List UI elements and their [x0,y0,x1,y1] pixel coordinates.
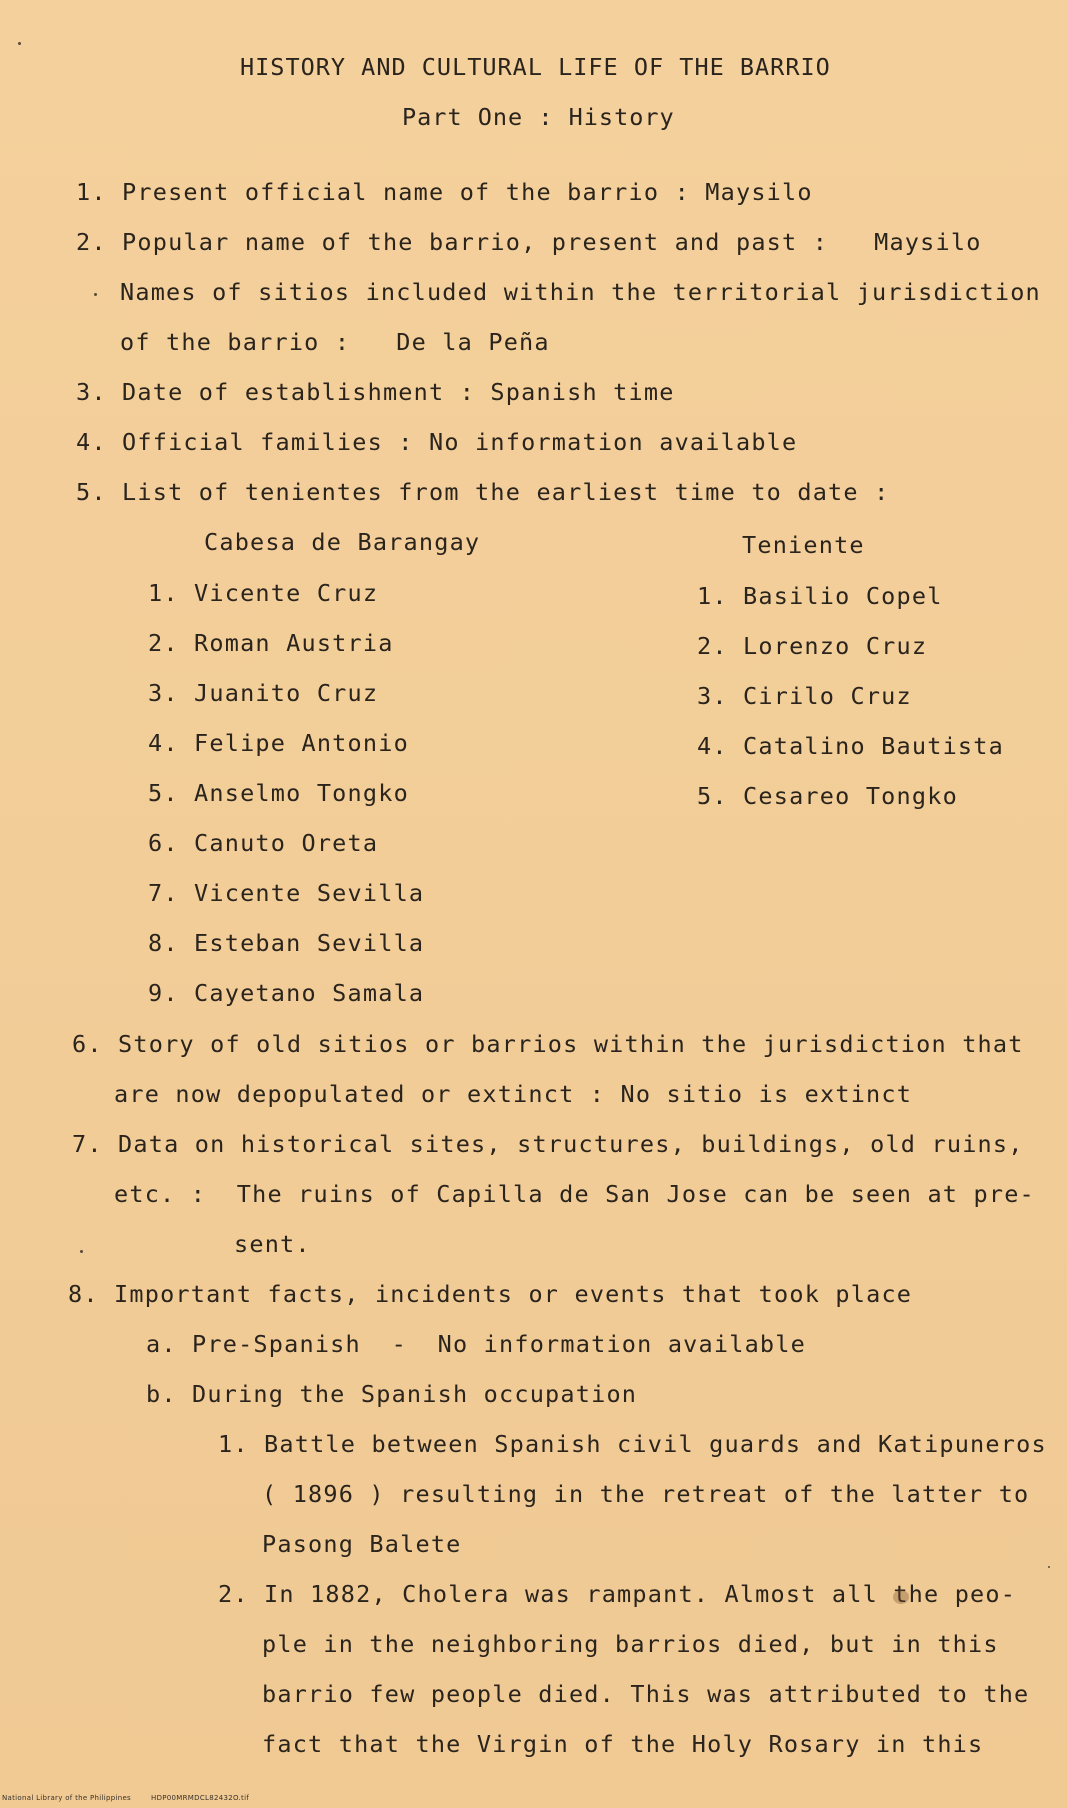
paper-speck [80,1250,83,1253]
item-6-line1: 6. Story of old sitios or barrios within the jurisdiction that [72,1030,1024,1058]
item-5: 5. List of tenientes from the earliest time to date : [76,478,890,506]
cabesa-item: 1. Vicente Cruz [148,579,379,607]
item-7-line3: sent. [234,1230,311,1258]
item-1: 1. Present official name of the barrio : Maysilo [76,178,813,206]
item-8: 8. Important facts, incidents or events that took place [68,1280,913,1308]
item-3: 3. Date of establishment : Spanish time [76,378,675,406]
teniente-item: 1. Basilio Copel [697,582,943,610]
teniente-item: 2. Lorenzo Cruz [697,632,928,660]
document-title: HISTORY AND CULTURAL LIFE OF THE BARRIO [240,53,831,81]
cabesa-item: 2. Roman Austria [148,629,394,657]
item-2b-line1: Names of sitios included within the territorial jurisdiction [120,278,1041,306]
item-8b2-line2: ple in the neighboring barrios died, but in this [262,1630,999,1658]
cabesa-item: 5. Anselmo Tongko [148,779,409,807]
item-8b2-line3: barrio few people died. This was attributed to the [262,1680,1030,1708]
paper-speck [94,293,97,296]
footer-file-id: HDP00MRMDCL82432O.tif [151,1794,250,1802]
cabesa-item: 4. Felipe Antonio [148,729,409,757]
item-8b1-line2: ( 1896 ) resulting in the retreat of the latter to [262,1480,1030,1508]
cabesa-item: 3. Juanito Cruz [148,679,379,707]
item-2: 2. Popular name of the barrio, present and past : Maysilo [76,228,982,256]
item-6-line2: are now depopulated or extinct : No sitio is extinct [114,1080,913,1108]
teniente-header: Teniente [742,531,865,559]
cabesa-item: 6. Canuto Oreta [148,829,379,857]
cabesa-header: Cabesa de Barangay [204,528,481,556]
cabesa-item: 7. Vicente Sevilla [148,879,425,907]
footer-institution: National Library of the Philippines [2,1794,131,1802]
document-subtitle: Part One : History [402,103,675,131]
item-8b2-line1: 2. In 1882, Cholera was rampant. Almost all the peo- [218,1580,1017,1608]
scan-footer [2,1794,269,1802]
cabesa-item: 8. Esteban Sevilla [148,929,425,957]
teniente-item: 4. Catalino Bautista [697,732,1004,760]
paper-speck [1048,1566,1050,1568]
item-8a: a. Pre-Spanish - No information available [146,1330,806,1358]
cabesa-item: 9. Cayetano Samala [148,979,425,1007]
item-8b: b. During the Spanish occupation [146,1380,638,1408]
item-8b1-line1: 1. Battle between Spanish civil guards and Katipuneros [218,1430,1047,1458]
teniente-item: 5. Cesareo Tongko [697,782,958,810]
paper-speck [18,42,21,45]
paper-stain [893,1590,909,1604]
item-7-line2: etc. : The ruins of Capilla de San Jose can be seen at pre- [114,1180,1035,1208]
item-2b-line2: of the barrio : De la Peña [120,328,550,356]
item-8b2-line4: fact that the Virgin of the Holy Rosary in this [262,1730,984,1758]
item-8b1-line3: Pasong Balete [262,1530,462,1558]
item-7-line1: 7. Data on historical sites, structures, buildings, old ruins, [72,1130,1024,1158]
teniente-item: 3. Cirilo Cruz [697,682,912,710]
item-4: 4. Official families : No information available [76,428,798,456]
